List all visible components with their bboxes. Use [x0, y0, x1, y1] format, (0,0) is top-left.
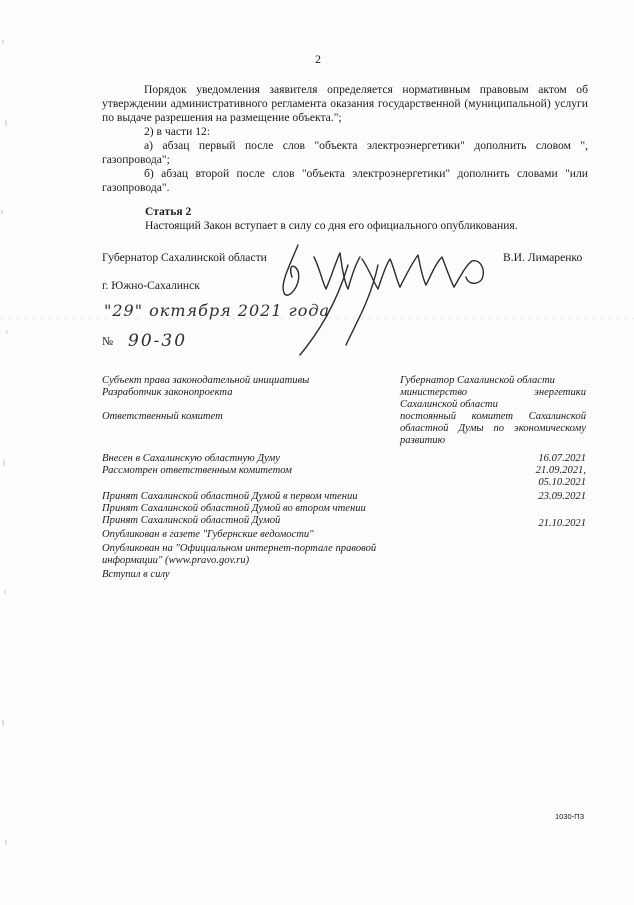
handwritten-signature [228, 205, 508, 365]
page-number: 2 [315, 52, 321, 66]
timeline-label-second-reading: Принят Сахалинской областной Думой во втором чтении [102, 503, 366, 514]
meta-committee-label: Ответственный комитет [102, 411, 223, 422]
paragraph-item-b: б) абзац второй после слов "объекта электроэнергетики" дополнить словами "или газопровода". [102, 167, 588, 194]
number-label: № [102, 335, 114, 348]
timeline-date-first-reading: 23.09.2021 [538, 491, 586, 502]
timeline-label-in-force: Вступил в силу [102, 569, 170, 580]
paragraph-notification: Порядок уведомления заявителя определяется нормативным правовым актом об утверждении административного регламента оказания государственной (муниципальной) услуги по выдаче разрешения на размещение объекта."; [102, 83, 588, 124]
meta-committee-value: постоянный комитет Сахалинской областной Думы по экономическому развитию [400, 411, 586, 446]
meta-developer-value-2: Сахалинской области [400, 399, 498, 410]
timeline-date-adopted: 21.10.2021 [538, 518, 586, 529]
meta-subject-value: Губернатор Сахалинской области [400, 375, 555, 386]
handwritten-date: "29" октября 2021 года [104, 301, 331, 320]
meta-developer-label: Разработчик законопроекта [102, 387, 233, 398]
meta-developer-value-1: министерство энергетики [400, 387, 586, 398]
timeline-label-adopted: Принят Сахалинской областной Думой [102, 515, 281, 526]
timeline-date-reviewed: 21.09.2021, [535, 465, 586, 476]
paragraph-part12: 2) в части 12: [144, 125, 211, 138]
handwritten-number: 90-30 [128, 331, 188, 351]
timeline-label-reviewed: Рассмотрен ответственным комитетом [102, 465, 292, 476]
paragraph-item-a: а) абзац первый после слов "объекта электроэнергетики" дополнить словом ", газопровода"; [102, 139, 588, 166]
governor-name: В.И. Лимаренко [503, 251, 583, 264]
article-heading: Статья 2 [145, 205, 192, 218]
timeline-date-submitted: 16.07.2021 [538, 453, 586, 464]
scan-edge-noise [0, 0, 14, 905]
timeline-label-submitted: Внесен в Сахалинскую областную Думу [102, 453, 280, 464]
timeline-date-reviewed-2: 05.10.2021 [538, 477, 586, 488]
meta-subject-label: Субъект права законодательной инициативы [102, 375, 310, 386]
city-label: г. Южно-Сахалинск [102, 279, 200, 292]
timeline-label-first-reading: Принят Сахалинской областной Думой в первом чтении [102, 491, 358, 502]
timeline-label-published-newspaper: Опубликован в газете "Губернские ведомости" [102, 529, 314, 540]
timeline-label-published-portal: Опубликован на "Официальном интернет-портале правовой информации" (www.pravo.gov.ru) [102, 543, 377, 566]
footer-code: 1030-ПЗ [555, 812, 585, 821]
governor-position: Губернатор Сахалинской области [102, 251, 267, 264]
article-text: Настоящий Закон вступает в силу со дня его официального опубликования. [145, 219, 518, 232]
